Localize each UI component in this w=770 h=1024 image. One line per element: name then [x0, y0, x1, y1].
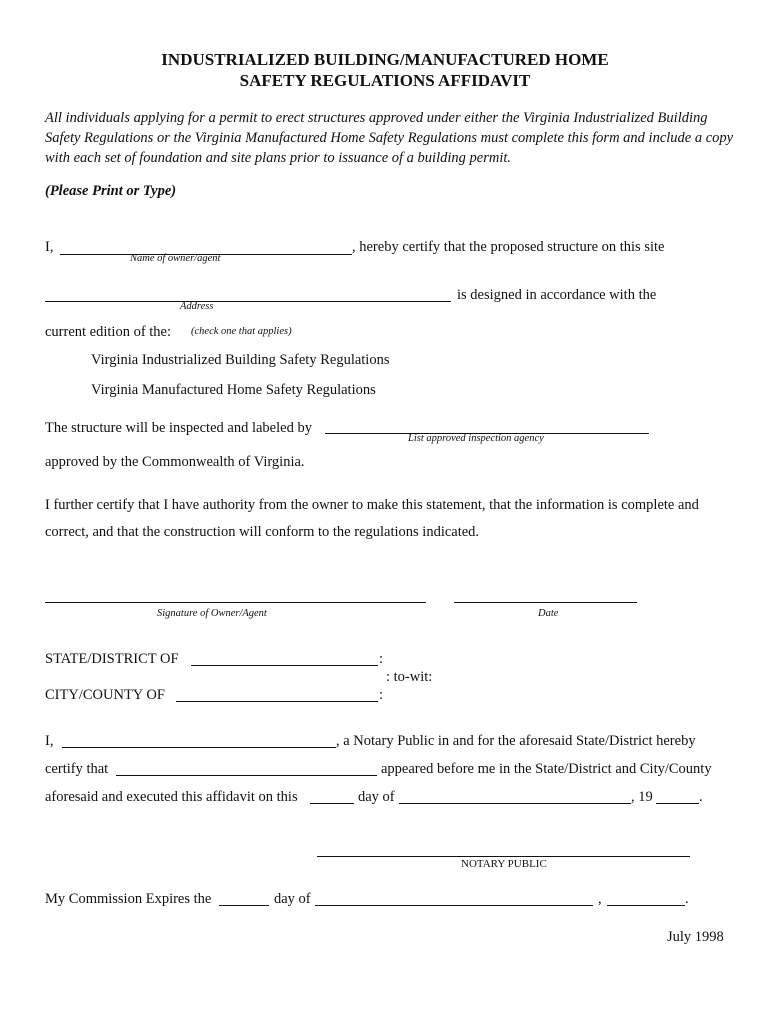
option-manufactured[interactable]: Virginia Manufactured Home Safety Regulations: [91, 382, 376, 398]
inspected-text: The structure will be inspected and labeled by: [45, 420, 312, 436]
notary-signature-field[interactable]: [317, 856, 690, 857]
city-label: CITY/COUNTY OF: [45, 687, 165, 703]
signature-caption: Signature of Owner/Agent: [157, 608, 267, 619]
form-title-line2: SAFETY REGULATIONS AFFIDAVIT: [239, 71, 531, 90]
edition-text: current edition of the:: [45, 324, 172, 340]
cert-suffix: , hereby certify that the proposed structure on this site: [352, 239, 665, 255]
year-field[interactable]: [656, 803, 699, 804]
address-field[interactable]: [45, 301, 451, 302]
check-note: (check one that applies): [191, 326, 292, 337]
commission-period: .: [685, 891, 689, 907]
intro-paragraph: All individuals applying for a permit to erect structures approved under either the Virginia Industrialized Building Safety Regulations or the Virginia Manufactured Home Safety Regulations must complete this form and include a copy with each set of foundation and site plans prior to issuance of a building permit.: [45, 110, 734, 166]
year-prefix: , 19: [631, 789, 653, 805]
state-label: STATE/DISTRICT OF: [45, 651, 179, 667]
city-field[interactable]: [176, 701, 378, 702]
certify-prefix: certify that: [45, 761, 109, 777]
further-certify-line2: correct, and that the construction will conform to the regulations indicated.: [45, 524, 480, 540]
to-wit: : to-wit:: [386, 669, 433, 685]
notary-name-field[interactable]: [62, 747, 336, 748]
footer-date: July 1998: [667, 929, 724, 945]
cert-prefix: I,: [45, 239, 54, 255]
aforesaid-text: aforesaid and executed this affidavit on this: [45, 789, 298, 805]
notary-public-caption: NOTARY PUBLIC: [461, 858, 547, 870]
agency-caption: List approved inspection agency: [408, 433, 544, 444]
form-title-line1: INDUSTRIALIZED BUILDING/MANUFACTURED HOME: [161, 50, 609, 69]
commission-year-field[interactable]: [607, 905, 685, 906]
day-field[interactable]: [310, 803, 354, 804]
date-caption: Date: [538, 608, 559, 619]
owner-name-caption: Name of owner/agent: [130, 253, 221, 264]
commission-month-field[interactable]: [315, 905, 593, 906]
notary-i-suffix: , a Notary Public in and for the aforesaid State/District hereby: [336, 733, 696, 749]
city-colon: :: [379, 687, 384, 703]
day-of-text: day of: [358, 789, 395, 805]
year-period: .: [699, 789, 703, 805]
appeared-name-field[interactable]: [116, 775, 377, 776]
address-caption: Address: [180, 301, 214, 312]
commission-day-of: day of: [274, 891, 311, 907]
signature-field[interactable]: [45, 602, 426, 603]
further-certify-line1: I further certify that I have authority from the owner to make this statement, that the information is complete and: [45, 497, 699, 513]
state-field[interactable]: [191, 665, 378, 666]
notary-i-prefix: I,: [45, 733, 54, 749]
approved-text: approved by the Commonwealth of Virginia.: [45, 454, 305, 470]
certify-suffix: appeared before me in the State/District and City/County: [381, 761, 712, 777]
commission-day-field[interactable]: [219, 905, 269, 906]
date-field[interactable]: [454, 602, 637, 603]
address-suffix: is designed in accordance with the: [457, 287, 657, 303]
option-industrialized[interactable]: Virginia Industrialized Building Safety Regulations: [91, 352, 390, 368]
commission-comma: ,: [598, 891, 602, 907]
state-colon: :: [379, 651, 384, 667]
commission-text: My Commission Expires the: [45, 891, 212, 907]
print-note: (Please Print or Type): [45, 183, 177, 199]
month-field[interactable]: [399, 803, 631, 804]
